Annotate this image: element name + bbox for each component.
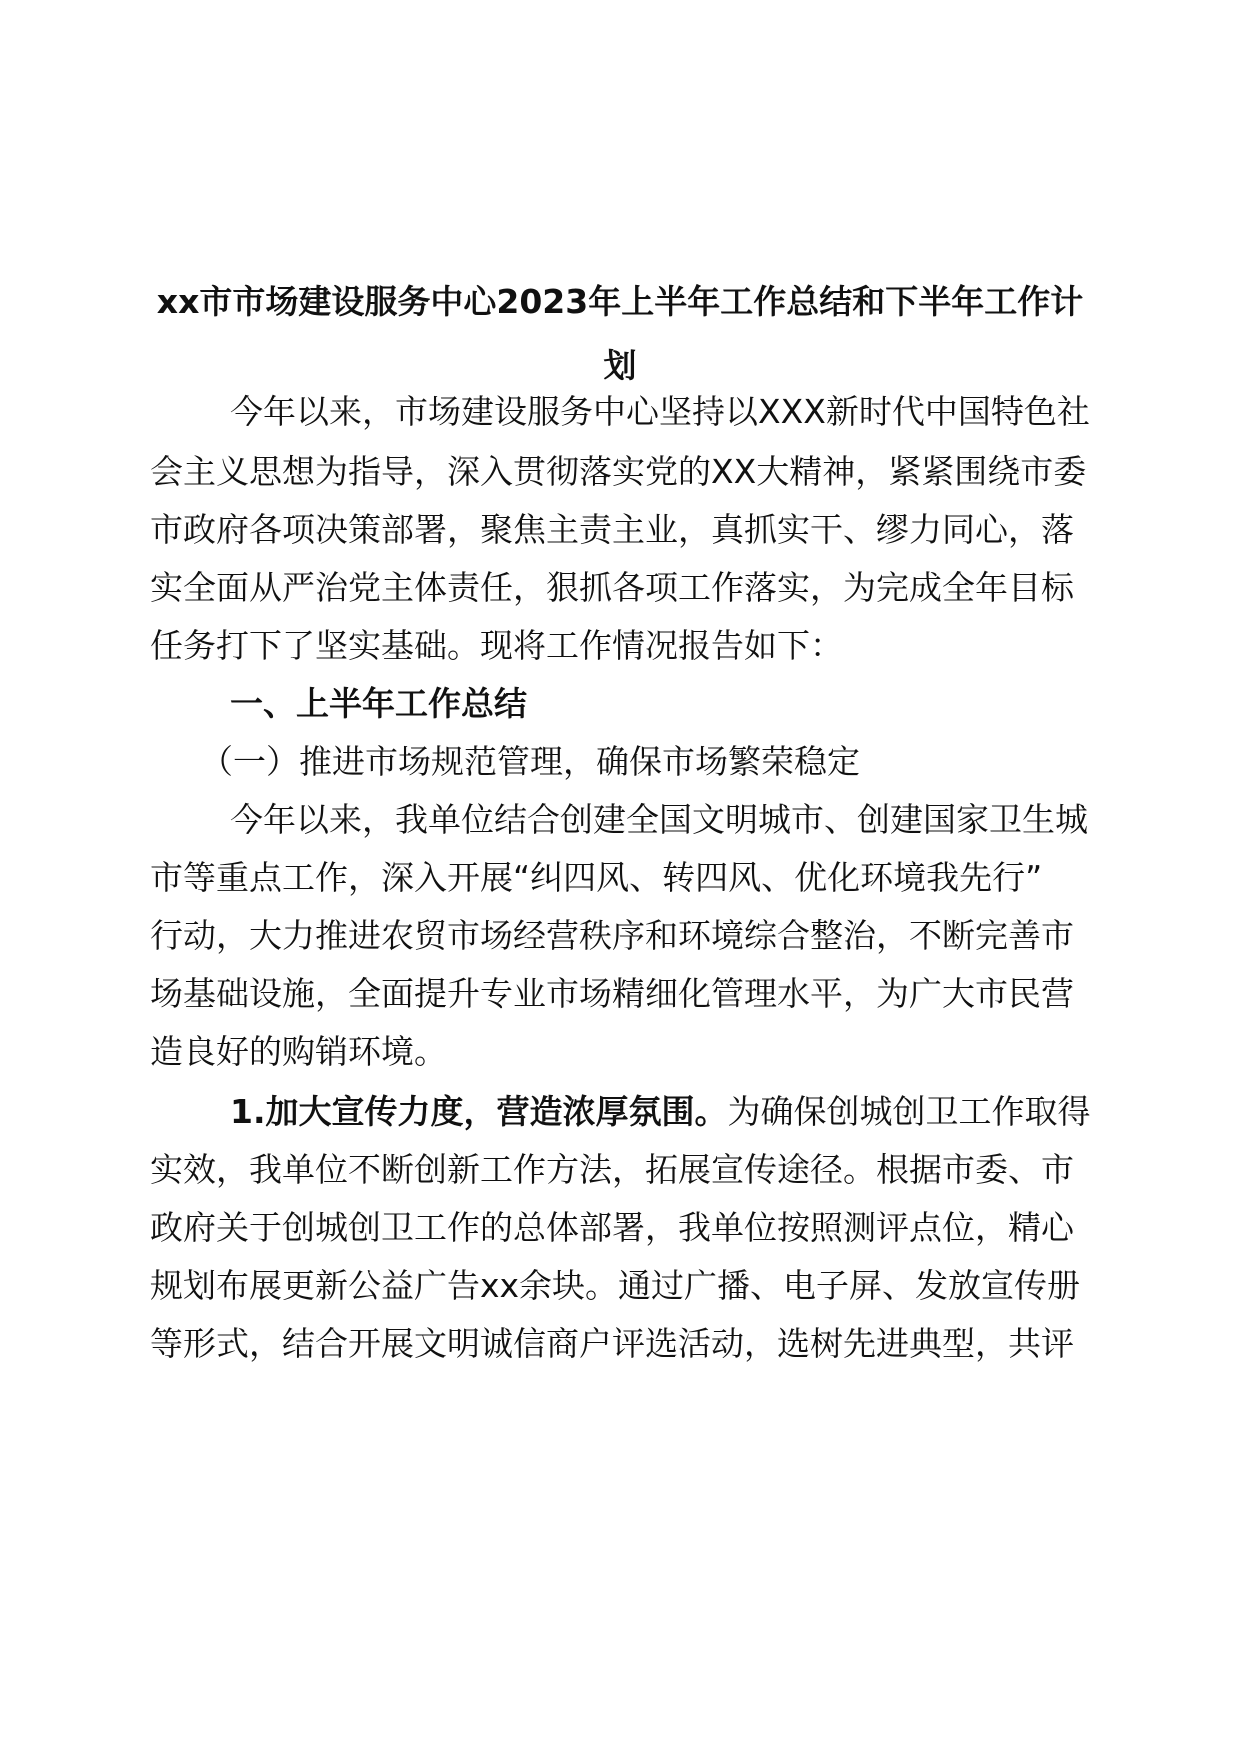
item1-line-2: 实效，我单位不断创新工作方法，拓展宣传途径。根据市委、市 bbox=[150, 1150, 1074, 1189]
subsection-line-5: 造良好的购销环境。 bbox=[150, 1032, 447, 1071]
subsection-line-4: 场基础设施，全面提升专业市场精细化管理水平，为广大市民营 bbox=[150, 974, 1074, 1013]
section-heading: 一、上半年工作总结 bbox=[230, 684, 527, 723]
intro-line-1: 今年以来，市场建设服务中心坚持以XXX新时代中国特色社 bbox=[230, 392, 1090, 431]
subsection-line-3: 行动，大力推进农贸市场经营秩序和环境综合整治，不断完善市 bbox=[150, 916, 1074, 955]
item1-lead: 1.加大宣传力度，营造浓厚氛围。 bbox=[230, 1092, 728, 1131]
subsection-line-2: 市等重点工作，深入开展“纠四风、转四风、优化环境我先行” bbox=[150, 858, 1043, 897]
document-title: xx市市场建设服务中心2023年上半年工作总结和下半年工作计划 bbox=[156, 282, 1084, 385]
subsection-line-1: 今年以来，我单位结合创建全国文明城市、创建国家卫生城 bbox=[230, 800, 1088, 839]
item1-first-line bbox=[230, 1080, 1110, 1144]
subsection-heading: （一）推进市场规范管理，确保市场繁荣稳定 bbox=[200, 742, 860, 781]
intro-line-2: 会主义思想为指导，深入贯彻落实党的XX大精神，紧紧围绕市委 bbox=[150, 452, 1087, 491]
intro-line-5: 任务打下了坚实基础。现将工作情况报告如下： bbox=[150, 626, 843, 665]
item1-first-line-rest: 为确保创城创卫工作取得 bbox=[727, 1092, 1091, 1131]
intro-line-3: 市政府各项决策部署，聚焦主责主业，真抓实干、缪力同心，落 bbox=[150, 510, 1074, 549]
item1-line-5: 等形式，结合开展文明诚信商户评选活动，选树先进典型，共评 bbox=[150, 1324, 1074, 1363]
intro-line-4: 实全面从严治党主体责任，狠抓各项工作落实，为完成全年目标 bbox=[150, 568, 1074, 607]
item1-line-3: 政府关于创城创卫工作的总体部署，我单位按照测评点位，精心 bbox=[150, 1208, 1074, 1247]
item1-line-4: 规划布展更新公益广告xx余块。通过广播、电子屏、发放宣传册 bbox=[150, 1266, 1081, 1305]
